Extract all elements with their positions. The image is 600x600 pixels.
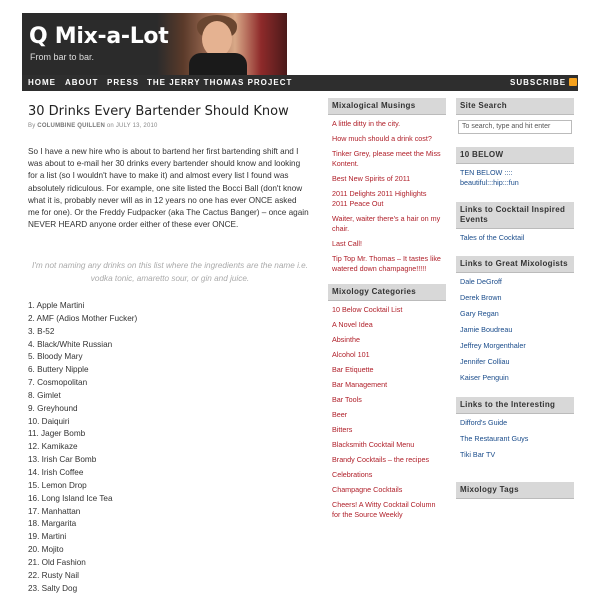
- musing-link[interactable]: 2011 Delights 2011 Highlights 2011 Peace Out: [332, 189, 427, 208]
- widget-interesting: [456, 397, 574, 460]
- category-link[interactable]: Celebrations: [332, 470, 373, 479]
- mixologist-link[interactable]: Jamie Boudreau: [460, 325, 513, 334]
- nav-jerry-thomas-project[interactable]: THE JERRY THOMAS PROJECT: [147, 78, 293, 87]
- subscribe-label: SUBSCRIBE: [510, 78, 567, 87]
- bartender-photo: [157, 13, 287, 75]
- site-title[interactable]: Q Mix-a-Lot: [29, 24, 169, 49]
- musing-link[interactable]: Best New Spirits of 2011: [332, 174, 411, 183]
- widget-title-10-below: 10 BELOW: [456, 147, 574, 164]
- category-link[interactable]: Bitters: [332, 425, 353, 434]
- category-link[interactable]: Bar Tools: [332, 395, 362, 404]
- list-item: 18. Margarita: [28, 519, 77, 529]
- ten-below-link[interactable]: TEN BELOW :::: beautiful:::hip:::fun: [460, 168, 519, 187]
- mixologists-list: [456, 273, 574, 383]
- interesting-link[interactable]: Tiki Bar TV: [460, 450, 496, 459]
- widget-title-musings: Mixalogical Musings: [328, 98, 446, 115]
- mixologist-link[interactable]: Dale DeGroff: [460, 277, 502, 286]
- mixologist-link[interactable]: Gary Regan: [460, 309, 499, 318]
- list-item: 2. AMF (Adios Mother Fucker): [28, 313, 138, 323]
- mixologist-link[interactable]: Derek Brown: [460, 293, 502, 302]
- list-item: 4. Black/White Russian: [28, 339, 113, 349]
- list-item: 19. Martini: [28, 532, 67, 542]
- rss-icon: [569, 78, 577, 86]
- widget-title-tags: Mixology Tags: [456, 482, 574, 499]
- below-list: [456, 164, 574, 188]
- search-input[interactable]: To search, type and hit enter: [458, 120, 572, 134]
- widget-title-inspired-events: Links to Cocktail Inspired Events: [456, 202, 574, 229]
- list-item: 13. Irish Car Bomb: [28, 455, 97, 465]
- main-content: [22, 92, 322, 600]
- musing-link[interactable]: Waiter, waiter there's a hair on my chair.: [332, 214, 441, 233]
- list-item: 14. Irish Coffee: [28, 467, 84, 477]
- widget-10-below: [456, 147, 574, 188]
- site-header: [0, 0, 600, 78]
- category-link[interactable]: Bar Etiquette: [332, 365, 374, 374]
- list-item: 21. Old Fashion: [28, 557, 86, 567]
- nav-about[interactable]: ABOUT: [65, 78, 99, 87]
- list-item: 5. Bloody Mary: [28, 352, 83, 362]
- category-link[interactable]: Bar Management: [332, 380, 388, 389]
- sidebar-right: [456, 92, 574, 499]
- drink-list: [28, 300, 137, 595]
- interesting-link[interactable]: The Restaurant Guys: [460, 434, 529, 443]
- widget-title-interesting: Links to the Interesting: [456, 397, 574, 414]
- widget-search: [456, 98, 574, 134]
- list-item: 10. Daiquiri: [28, 416, 70, 426]
- widget-categories: [328, 284, 446, 520]
- musing-link[interactable]: How much should a drink cost?: [332, 134, 432, 143]
- category-link[interactable]: Brandy Cocktails – the recipes: [332, 455, 430, 464]
- site-tagline: From bar to bar.: [30, 52, 95, 62]
- list-item: 6. Buttery Nipple: [28, 365, 89, 375]
- category-link[interactable]: Blacksmith Cocktail Menu: [332, 440, 415, 449]
- category-link[interactable]: 10 Below Cocktail List: [332, 305, 403, 314]
- list-item: 9. Greyhound: [28, 403, 78, 413]
- category-link[interactable]: Alcohol 101: [332, 350, 370, 359]
- inspired-list: [456, 229, 574, 243]
- post-quote: I'm not naming any drinks on this list where the ingredients are the name i.e. vodka tonic, amaretto sour, or gin and juice.: [32, 261, 308, 283]
- list-item: 20. Mojito: [28, 545, 64, 555]
- musing-link[interactable]: Last Call!: [332, 239, 362, 248]
- musings-list: [328, 115, 446, 274]
- list-item: 3. B-52: [28, 326, 55, 336]
- nav-press[interactable]: PRESS: [107, 78, 140, 87]
- category-link[interactable]: Absinthe: [332, 335, 360, 344]
- list-item: 22. Rusty Nail: [28, 570, 79, 580]
- post-title[interactable]: 30 Drinks Every Bartender Should Know: [28, 104, 289, 119]
- nav-home[interactable]: HOME: [28, 78, 56, 87]
- mixologist-link[interactable]: Jennifer Colliau: [460, 357, 510, 366]
- widget-title-mixologists: Links to Great Mixologists: [456, 256, 574, 273]
- category-link[interactable]: Cheers! A Witty Cocktail Column for the Source Weekly: [332, 500, 436, 519]
- list-item: 17. Manhattan: [28, 506, 81, 516]
- interesting-list: [456, 414, 574, 460]
- author-link[interactable]: COLUMBINE QUILLEN: [37, 123, 106, 129]
- widget-title-categories: Mixology Categories: [328, 284, 446, 301]
- category-link[interactable]: Champagne Cocktails: [332, 485, 403, 494]
- widget-inspired-events: [456, 202, 574, 243]
- inspired-link[interactable]: Tales of the Cocktail: [460, 233, 525, 242]
- post-date: JULY 13, 2010: [115, 123, 158, 129]
- mixologist-link[interactable]: Kaiser Penguin: [460, 373, 509, 382]
- list-item: 11. Jager Bomb: [28, 429, 86, 439]
- widget-tags: [456, 482, 574, 499]
- musing-link[interactable]: Tinker Grey, please meet the Miss Kontent.: [332, 149, 441, 168]
- list-item: 7. Cosmopolitan: [28, 378, 88, 388]
- post-intro: So I have a new hire who is about to bartend her first bartending shift and I was about to e-mail her 30 drinks every bartender should know and looking for a list (so I wouldn't have to make it) and almost every list I found was absolutely ridiculous. For example, one site listed the Bocci Ball (don't know what it is, probably never will as in 12 years no one has ever ONCE asked me for one). Or the Freddy Fudpacker (aka The Cactus Banger) – once again NEVER HEARD anyone order either of these ever ONCE.: [28, 147, 309, 230]
- list-item: 15. Lemon Drop: [28, 480, 87, 490]
- list-item: 1. Apple Martini: [28, 301, 85, 310]
- widget-mixologists: [456, 256, 574, 383]
- post-byline: By COLUMBINE QUILLEN on JULY 13, 2010: [28, 123, 158, 129]
- musing-link[interactable]: Tip Top Mr. Thomas – It tastes like watered down champagne!!!!!: [332, 254, 441, 273]
- musing-link[interactable]: A little ditty in the city.: [332, 119, 401, 128]
- widget-musings: [328, 98, 446, 274]
- widget-title-search: Site Search: [456, 98, 574, 115]
- categories-list: [328, 301, 446, 520]
- mixologist-link[interactable]: Jeffrey Morgenthaler: [460, 341, 526, 350]
- category-link[interactable]: Beer: [332, 410, 348, 419]
- list-item: 8. Gimlet: [28, 390, 61, 400]
- sidebar-left: [328, 92, 446, 525]
- list-item: 12. Kamikaze: [28, 442, 78, 452]
- category-link[interactable]: A Novel Idea: [332, 320, 373, 329]
- list-item: 16. Long Island Ice Tea: [28, 493, 113, 503]
- main-nav: [22, 75, 578, 91]
- list-item: 23. Salty Dog: [28, 583, 78, 593]
- interesting-link[interactable]: Difford's Guide: [460, 418, 508, 427]
- subscribe-link[interactable]: [510, 78, 577, 87]
